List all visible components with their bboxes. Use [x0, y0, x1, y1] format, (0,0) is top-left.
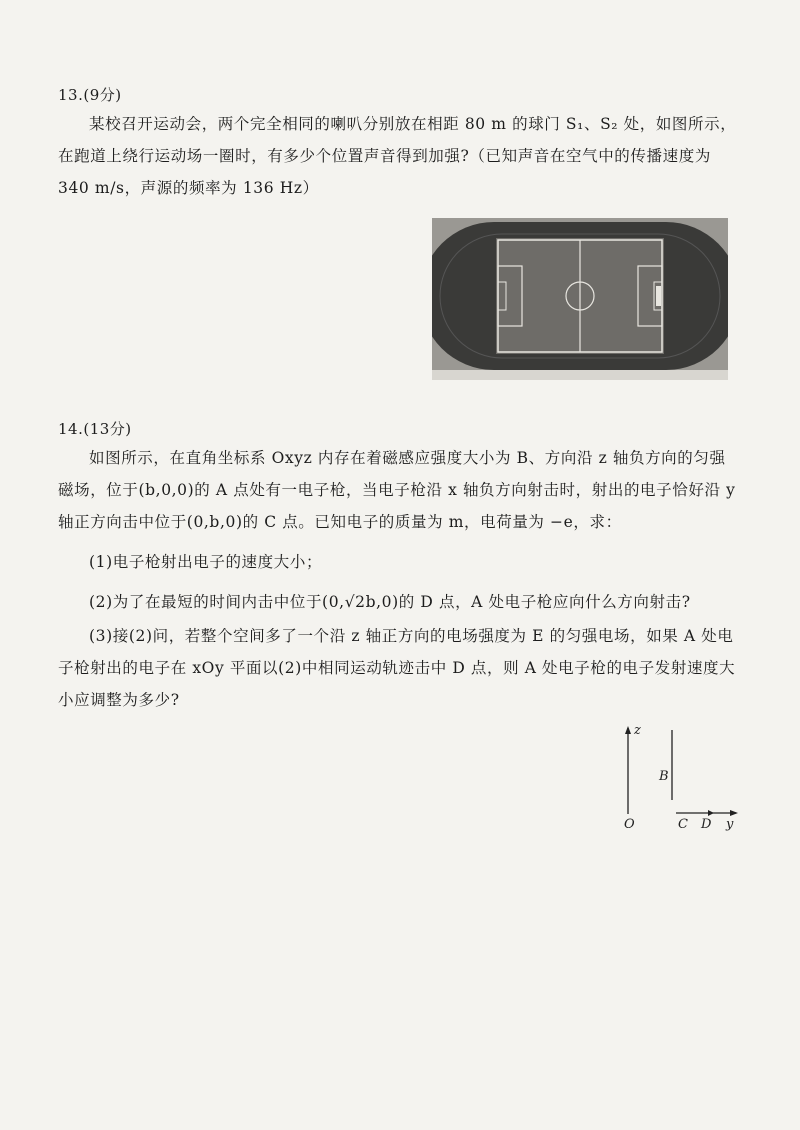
q14-header: 14.(13分) — [58, 420, 132, 438]
stadium-figure — [432, 218, 728, 380]
q14-sub1: (1)电子枪射出电子的速度大小； — [89, 553, 323, 571]
d-point-arrow — [708, 810, 714, 816]
point-c-label: C — [678, 817, 688, 832]
b-field-label: B — [659, 769, 669, 784]
point-d-label: D — [701, 817, 712, 832]
right-goal — [656, 286, 661, 306]
q14-sub3: (3)接(2)问，若整个空间多了一个沿 z 轴正方向的电场强度为 E 的匀强电场，如果 A 处电子枪射出的电子在 xOy 平面以(2)中相同运动轨迹击中 D 点，则 A 处电子枪的电子发射速度大小应调整为多少? — [58, 627, 736, 709]
z-axis-label: z — [634, 723, 641, 738]
y-axis-label: y — [726, 817, 734, 832]
q13-header: 13.(9分) — [58, 86, 122, 104]
q14-sub2: (2)为了在最短的时间内击中位于(0,√2b,0)的 D 点，A 处电子枪应向什么方向射击? — [89, 593, 691, 611]
y-axis-arrow — [730, 810, 738, 816]
q13-body: 某校召开运动会，两个完全相同的喇叭分别放在相距 80 m 的球门 S₁、S₂ 处，如图所示，在跑道上绕行运动场一圈时，有多少个位置声音得到加强?（已知声音在空气中的传播速度为 340 m/s，声源的频率为 136 Hz） — [58, 115, 737, 197]
origin-label: O — [624, 817, 635, 832]
z-axis-arrow — [625, 726, 631, 734]
q14-body: 如图所示，在直角坐标系 Oxyz 内存在着磁感应强度大小为 B、方向沿 z 轴负方向的匀强磁场，位于(b,0,0)的 A 点处有一电子枪，当电子枪沿 x 轴负方向射击时，射出的电子恰好沿 y 轴正方向击中位于(0,b,0)的 C 点。已知电子的质量为 m，电荷量为 −e，求： — [58, 449, 736, 531]
axes-figure — [598, 716, 748, 836]
